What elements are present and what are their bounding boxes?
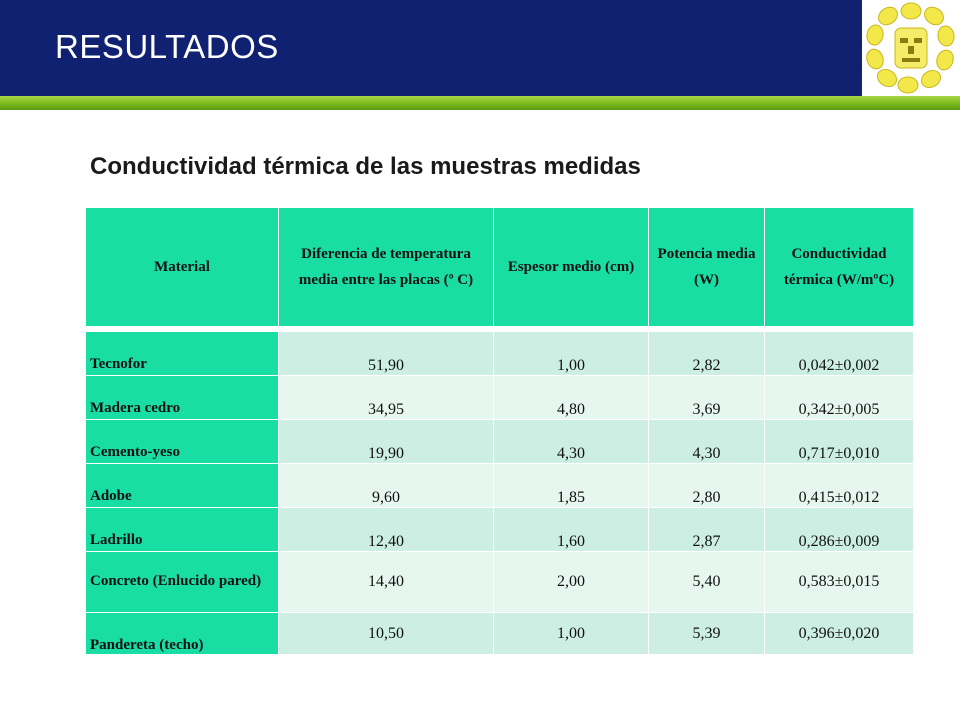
cell-material: Adobe [86, 464, 279, 508]
cell-power: 2,82 [649, 329, 765, 376]
cell-material: Ladrillo [86, 508, 279, 552]
col-header-power: Potencia media (W) [649, 208, 765, 329]
results-table [85, 208, 914, 655]
col-header-thickness: Espesor medio (cm) [494, 208, 649, 329]
cell-conductivity: 0,396±0,020 [765, 613, 914, 655]
sun-mask-logo-icon [862, 0, 960, 96]
table-row [86, 464, 914, 508]
cell-conductivity: 0,717±0,010 [765, 420, 914, 464]
section-subtitle: Conductividad térmica de las muestras medidas [90, 153, 641, 180]
cell-material: Tecnofor [86, 329, 279, 376]
cell-thickness: 1,85 [494, 464, 649, 508]
cell-material: Pandereta (techo) [86, 613, 279, 655]
cell-thickness: 4,80 [494, 376, 649, 420]
cell-power: 5,40 [649, 552, 765, 613]
cell-temp-diff: 12,40 [279, 508, 494, 552]
table-header-row [86, 208, 914, 329]
table-row [86, 376, 914, 420]
cell-power: 2,87 [649, 508, 765, 552]
cell-thickness: 1,00 [494, 329, 649, 376]
cell-material: Madera cedro [86, 376, 279, 420]
cell-conductivity: 0,415±0,012 [765, 464, 914, 508]
cell-power: 3,69 [649, 376, 765, 420]
cell-temp-diff: 19,90 [279, 420, 494, 464]
cell-material: Concreto (Enlucido pared) [86, 552, 279, 613]
logo-container [862, 0, 960, 96]
cell-thickness: 1,60 [494, 508, 649, 552]
cell-thickness: 1,00 [494, 613, 649, 655]
cell-power: 2,80 [649, 464, 765, 508]
cell-thickness: 2,00 [494, 552, 649, 613]
col-header-conductivity: Conductividad térmica (W/mºC) [765, 208, 914, 329]
cell-temp-diff: 51,90 [279, 329, 494, 376]
cell-conductivity: 0,583±0,015 [765, 552, 914, 613]
col-header-material: Material [86, 208, 279, 329]
cell-power: 4,30 [649, 420, 765, 464]
cell-thickness: 4,30 [494, 420, 649, 464]
table-row [86, 508, 914, 552]
cell-power: 5,39 [649, 613, 765, 655]
col-header-temp-diff: Diferencia de temperatura media entre las placas (º C) [279, 208, 494, 329]
cell-material: Cemento-yeso [86, 420, 279, 464]
cell-temp-diff: 14,40 [279, 552, 494, 613]
cell-conductivity: 0,342±0,005 [765, 376, 914, 420]
table-row [86, 420, 914, 464]
cell-conductivity: 0,042±0,002 [765, 329, 914, 376]
table-row [86, 613, 914, 655]
table-row [86, 552, 914, 613]
page-title: RESULTADOS [55, 28, 279, 65]
accent-bar [0, 96, 960, 110]
table-row [86, 329, 914, 376]
cell-conductivity: 0,286±0,009 [765, 508, 914, 552]
cell-temp-diff: 10,50 [279, 613, 494, 655]
cell-temp-diff: 9,60 [279, 464, 494, 508]
header-bar [0, 0, 960, 96]
cell-temp-diff: 34,95 [279, 376, 494, 420]
